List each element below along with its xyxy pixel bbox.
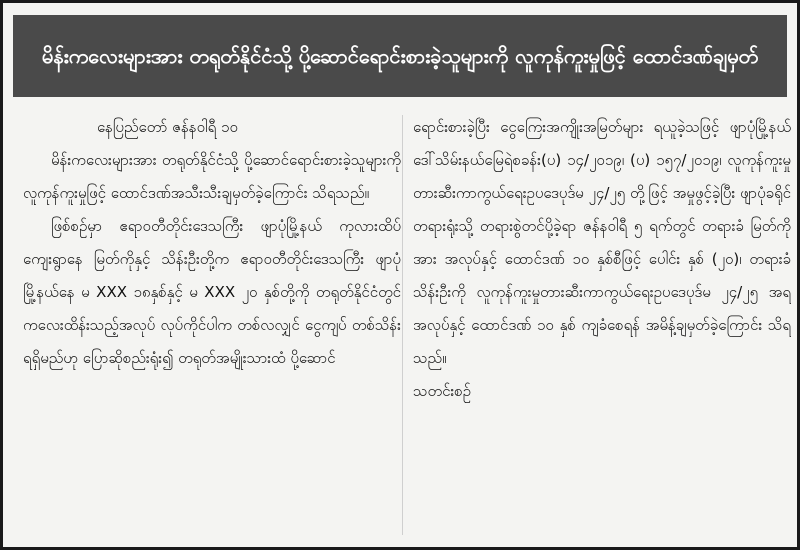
paragraph-1: မိန်းကလေးများအား တရုတ်နိုင်ငံသို့ ပို့ဆောင်ရောင်းစားခဲ့သူများကို လူကုန်ကူးမှုဖြင့် ထောင်ဒဏ်အသီးသီးချမှတ်ခဲ့ကြောင်း သိရသည်။ — [23, 151, 401, 202]
paragraph-2: ဖြစ်စဉ်မှာ ဧရာဝတီတိုင်းဒေသကြီး ဖျာပုံမြို့နယ် ကုလားထိပ်ကျေးရွာနေ မြတ်ကိုနှင့် သိန်းဦးတို့က ဧရာဝတီတိုင်းဒေသကြီး ဖျာပုံမြို့နယ်နေ မ XXX ၁၈နှစ်နှင့် မ XXX ၂၀ နှစ်တို့ကို တရုတ်နိုင်ငံတွင် ကလေးထိန်းသည့်အလုပ် လုပ်ကိုင်ပါက တစ်လလျှင် ငွေကျပ် တစ်သိန်းရရှိမည်ဟု ပြောဆိုစည်းရုံး၍ တရုတ်အမျိုးသားထံ ပို့ဆောင် — [23, 217, 401, 367]
dateline: နေပြည်တော် ဇန်နဝါရီ ၁၀ — [97, 118, 238, 136]
right-column — [413, 111, 791, 541]
left-column — [23, 111, 401, 541]
headline: မိန်းကလေးများအား တရုတ်နိုင်ငံသို့ ပို့ဆောင်ရောင်းစားခဲ့သူများကို လူကုန်ကူးမှုဖြင့် ထောင်ဒဏ်ချမှတ် — [13, 15, 787, 97]
paragraph-3: ရောင်းစားခဲ့ပြီး ငွေကြေးအကျိုးအမြတ်များ ရယူခဲ့သဖြင့် ဖျာပုံမြို့နယ် ဒေါ်သိမ်းနယ်မြေရဲစခန်း(ပ) ၁၄/၂၀၁၉၊ (ပ) ၁၅၇/၂၀၁၉၊ လူကုန်ကူးမှုတားဆီးကာကွယ်ရေးဥပဒေပုဒ်မ ၂၄/၂၅ တို့ဖြင့် အမှုဖွင့်ခဲ့ပြီး ဖျာပုံခရိုင်တရားရုံးသို့ တရားစွဲတင်ပို့ခဲ့ရာ ဇန်နဝါရီ ၅ ရက်တွင် တရားခံ မြတ်ကိုအား အလုပ်နှင့် ထောင်ဒဏ် ၁၀ နှစ်စီဖြင့် ပေါင်း နှစ် (၂၀)၊ တရားခံ သိန်းဦးကို လူကုန်ကူးမှုတားဆီးကာကွယ်ရေးဥပဒေပုဒ်မ ၂၄/၂၅ အရ အလုပ်နှင့် ထောင်ဒဏ် ၁၀ နှစ် ကျခံစေရန် အမိန့်ချမှတ်ခဲ့ကြောင်း သိရသည်။ — [413, 118, 791, 367]
signature: သတင်းစဉ် — [413, 382, 471, 400]
column-divider — [402, 115, 403, 535]
